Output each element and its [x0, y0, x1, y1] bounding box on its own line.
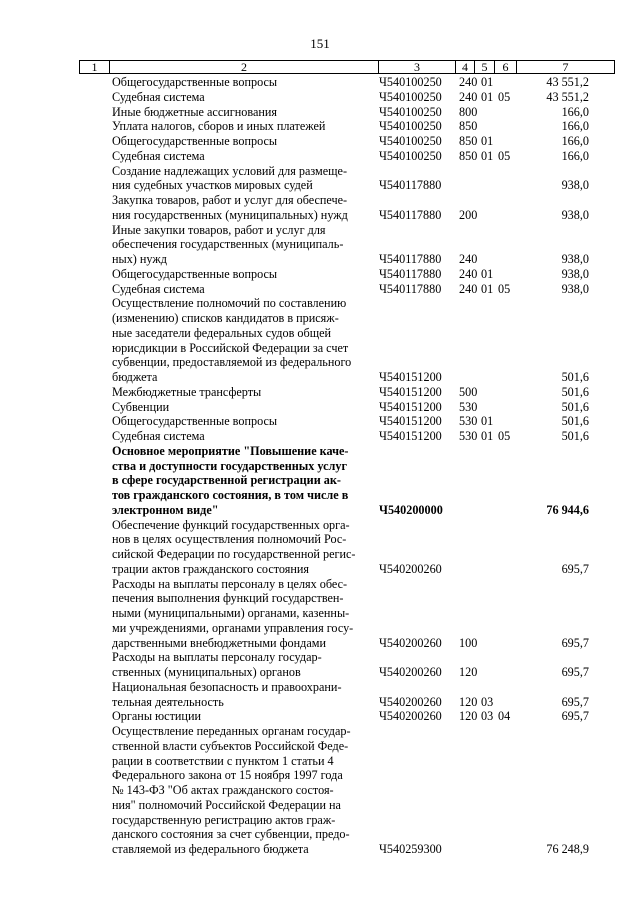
row-expense-type — [459, 370, 481, 385]
row-expense-type — [459, 503, 481, 518]
row-sum: 938,0 — [561, 207, 589, 222]
table-row — [0, 709, 640, 724]
row-name-line: Создание надлежащих условий для размеще- — [112, 163, 348, 178]
row-subsection — [498, 105, 518, 120]
row-subsection — [498, 695, 518, 710]
header-col-5: 5 — [475, 61, 495, 73]
row-expense-type: 240 — [459, 75, 478, 89]
row-code: Ч540151200 — [379, 414, 442, 429]
row-code: Ч540100250 — [379, 119, 442, 134]
row-code: Ч540100250 — [379, 148, 442, 163]
table-row — [0, 119, 640, 134]
row-name-line: Судебная система — [112, 148, 205, 163]
row-name — [112, 119, 366, 134]
header-col-3: 3 — [379, 61, 456, 73]
row-expense-type: 200 — [459, 207, 478, 222]
row-sum: 166,0 — [561, 148, 589, 163]
row-subsection — [498, 842, 518, 857]
row-name-line: № 143-ФЗ "Об актах гражданского состоя- — [112, 783, 334, 797]
row-name — [112, 75, 366, 90]
row-name — [112, 90, 366, 105]
row-name-line: Уплата налогов, сборов и иных платежей — [112, 119, 326, 134]
table-row — [0, 193, 640, 223]
row-expense-type: 120 — [459, 709, 478, 724]
row-expense-type: 850 — [459, 119, 478, 134]
row-name — [112, 650, 366, 680]
row-name-line: электронном виде" — [112, 502, 219, 517]
row-code: Ч540151200 — [379, 370, 442, 384]
row-name-line: Общегосударственные вопросы — [112, 414, 278, 429]
header-col-7: 7 — [562, 60, 569, 74]
row-name-line: тельная деятельность — [112, 694, 224, 709]
row-subsection — [498, 178, 518, 193]
row-name-line: Межбюджетные трансферты — [112, 384, 262, 399]
row-name-line: государственную регистрацию актов граж- — [112, 812, 336, 827]
row-name-line: Расходы на выплаты персоналу государ- — [112, 650, 322, 665]
row-sum: 166,0 — [561, 134, 589, 148]
row-name-line: ставляемой из федерального бюджета — [112, 842, 309, 856]
row-name — [112, 149, 366, 164]
table-row — [0, 223, 640, 267]
table-row — [0, 75, 640, 90]
row-section: 01 — [481, 266, 494, 281]
row-name-line: ственной власти субъектов Российской Феде- — [112, 738, 349, 753]
row-expense-type: 850 — [459, 148, 478, 163]
row-code: Ч540200260 — [379, 709, 442, 724]
row-name — [112, 282, 366, 297]
row-name-line: сийской Федерации по государственной регис- — [112, 547, 356, 561]
row-name-line: тов гражданского состояния, в том числе в — [112, 488, 349, 502]
row-name — [112, 444, 366, 518]
row-code: Ч540200000 — [379, 502, 443, 517]
table-row — [0, 385, 640, 400]
row-section: 03 — [481, 709, 494, 724]
row-name-line: Осуществление переданных органам государ- — [112, 724, 351, 738]
row-name — [112, 385, 366, 400]
row-subsection — [498, 636, 518, 651]
table-row — [0, 105, 640, 120]
row-sum: 938,0 — [561, 266, 589, 281]
row-name — [112, 296, 366, 385]
row-section — [481, 105, 498, 120]
table-row — [0, 444, 640, 518]
row-name-line: (изменению) списков кандидатов в присяж- — [112, 311, 339, 325]
row-sum: 43 551,2 — [546, 89, 589, 104]
row-code: Ч540151200 — [379, 384, 442, 399]
row-name-line: дарственными внебюджетными фондами — [112, 635, 326, 650]
row-name-line: Национальная безопасность и правоохрани- — [112, 679, 342, 694]
row-name-line: юрисдикции в Российской Федерации за счет — [112, 340, 349, 355]
row-name-line: субвенции, предоставляемой из федерального — [112, 355, 352, 370]
row-name-line: рации в соответствии с пунктом 1 статьи 4 — [112, 753, 334, 768]
row-code: Ч540200260 — [379, 561, 442, 576]
row-section — [481, 562, 498, 577]
table-row — [0, 164, 640, 194]
table-row — [0, 518, 640, 577]
row-sum: 695,7 — [561, 561, 589, 576]
table-row — [0, 724, 640, 857]
row-expense-type: 120 — [459, 694, 478, 709]
row-sum: 695,7 — [561, 694, 589, 709]
row-name — [112, 429, 366, 444]
row-subsection — [498, 562, 518, 577]
row-subsection: 05 — [498, 429, 511, 443]
row-name-line: Судебная система — [112, 281, 205, 296]
row-name-line: ния судебных участков мировых судей — [112, 178, 313, 193]
table-row — [0, 134, 640, 149]
row-name-line: в сфере государственной регистрации ак- — [112, 473, 341, 488]
row-name-line: Иные бюджетные ассигнования — [112, 104, 278, 119]
row-name-line: ми учреждениями, органами управления госу- — [112, 620, 354, 635]
row-subsection — [498, 400, 518, 415]
row-name-line: данского состояния за счет субвенции, предо- — [112, 827, 350, 842]
row-name — [112, 724, 366, 857]
row-name — [112, 400, 366, 415]
row-subsection — [498, 134, 518, 149]
row-name — [112, 105, 366, 120]
row-expense-type: 530 — [459, 429, 478, 443]
row-name-line: ния" полномочий Российской Федерации на — [112, 797, 341, 812]
row-name-line: Основное мероприятие "Повышение каче- — [112, 443, 349, 458]
row-section — [481, 178, 498, 193]
row-subsection — [498, 119, 518, 134]
row-expense-type: 530 — [459, 399, 478, 414]
row-expense-type: 240 — [459, 266, 478, 281]
row-expense-type: 530 — [459, 414, 478, 429]
row-sum: 501,6 — [561, 414, 589, 429]
row-sum: 501,6 — [561, 370, 589, 384]
row-name-line: Общегосударственные вопросы — [112, 266, 278, 281]
row-expense-type — [459, 178, 481, 193]
table-row — [0, 282, 640, 297]
table-row — [0, 90, 640, 105]
table-row — [0, 414, 640, 429]
row-name-line: Общегосударственные вопросы — [112, 134, 278, 148]
row-name-line: ства и доступности государственных услуг — [112, 458, 347, 473]
budget-table-body — [0, 75, 640, 857]
table-row — [0, 577, 640, 651]
row-name — [112, 577, 366, 651]
row-expense-type — [459, 562, 481, 577]
row-subsection — [498, 252, 518, 267]
row-subsection — [498, 385, 518, 400]
table-row — [0, 149, 640, 164]
row-code: Ч540200260 — [379, 665, 442, 679]
row-section: 01 — [481, 414, 494, 429]
row-code: Ч540117880 — [379, 207, 442, 222]
row-code: Ч540117880 — [379, 178, 442, 193]
row-section: 01 — [481, 75, 494, 89]
row-section: 01 — [481, 281, 494, 296]
row-subsection — [498, 503, 518, 518]
header-col-2: 2 — [110, 61, 379, 73]
row-expense-type — [459, 842, 481, 857]
row-code: Ч540200260 — [379, 635, 442, 650]
row-code: Ч540200260 — [379, 694, 442, 709]
row-expense-type: 500 — [459, 384, 478, 399]
row-sum: 695,7 — [561, 665, 589, 679]
row-name — [112, 267, 366, 282]
row-sum: 501,6 — [561, 384, 589, 399]
row-section: 01 — [481, 429, 494, 443]
table-header — [79, 60, 615, 74]
row-section: 01 — [481, 89, 494, 104]
row-section: 03 — [481, 694, 494, 709]
row-name-line: Судебная система — [112, 89, 205, 104]
row-subsection: 05 — [498, 148, 511, 163]
row-name-line: печения выполнения функций государствен- — [112, 591, 344, 606]
row-section — [481, 385, 498, 400]
row-name — [112, 414, 366, 429]
row-subsection: 04 — [498, 709, 511, 724]
row-subsection — [498, 370, 518, 385]
row-code: Ч540100250 — [379, 134, 442, 148]
row-subsection — [498, 208, 518, 223]
row-name-line: ственных (муниципальных) органов — [112, 665, 301, 679]
header-col-6: 6 — [495, 61, 517, 73]
table-row — [0, 429, 640, 444]
row-name-line: Осуществление полномочий по составлению — [112, 296, 347, 311]
row-code: Ч540117880 — [379, 252, 442, 266]
row-subsection — [498, 75, 518, 90]
row-sum: 938,0 — [561, 252, 589, 266]
row-code: Ч540117880 — [379, 281, 442, 296]
row-section — [481, 636, 498, 651]
row-section: 01 — [481, 134, 494, 148]
row-sum: 43 551,2 — [546, 75, 589, 89]
row-sum: 166,0 — [561, 119, 589, 134]
row-section — [481, 503, 498, 518]
row-expense-type: 240 — [459, 89, 478, 104]
row-name-line: Субвенции — [112, 399, 170, 414]
row-subsection: 05 — [498, 89, 511, 104]
row-sum: 695,7 — [561, 709, 589, 724]
row-name-line: Обеспечение функций государственных орга- — [112, 517, 350, 532]
row-sum: 76 944,6 — [546, 502, 589, 517]
row-name-line: ния государственных (муниципальных) нужд — [112, 207, 348, 222]
row-expense-type: 850 — [459, 134, 478, 148]
row-sum: 938,0 — [561, 281, 589, 296]
row-name-line: нов в целях осуществления полномочий Рос- — [112, 532, 347, 547]
row-section — [481, 252, 498, 267]
header-col-1: 1 — [80, 61, 110, 73]
table-row — [0, 400, 640, 415]
row-name-line: Органы юстиции — [112, 709, 201, 724]
table-row — [0, 267, 640, 282]
row-section: 01 — [481, 148, 494, 163]
row-name — [112, 680, 366, 710]
row-code: Ч540117880 — [379, 266, 442, 281]
row-sum: 76 248,9 — [546, 842, 589, 856]
row-code: Ч540100250 — [379, 75, 442, 89]
row-name-line: Федерального закона от 15 ноября 1997 года — [112, 768, 343, 783]
row-expense-type: 800 — [459, 104, 478, 119]
row-code: Ч540151200 — [379, 399, 442, 414]
table-row — [0, 680, 640, 710]
row-name — [112, 193, 366, 223]
row-subsection — [498, 414, 518, 429]
row-sum: 166,0 — [561, 104, 589, 119]
row-section — [481, 842, 498, 857]
row-section — [481, 665, 498, 680]
row-code: Ч540259300 — [379, 842, 442, 856]
row-sum: 501,6 — [561, 429, 589, 443]
table-row — [0, 650, 640, 680]
row-name-line: Расходы на выплаты персоналу в целях обес- — [112, 576, 348, 591]
row-name-line: ные заседатели федеральных судов общей — [112, 325, 332, 340]
row-name-line: Закупка товаров, работ и услуг для обеспече- — [112, 193, 348, 207]
row-subsection — [498, 665, 518, 680]
row-sum: 938,0 — [561, 178, 589, 193]
row-sum: 695,7 — [561, 635, 589, 650]
row-section — [481, 208, 498, 223]
row-section — [481, 370, 498, 385]
row-name-line: трации актов гражданского состояния — [112, 561, 310, 576]
row-name — [112, 518, 366, 577]
table-row — [0, 296, 640, 385]
row-name — [112, 134, 366, 149]
row-name — [112, 709, 366, 724]
row-section — [481, 400, 498, 415]
row-name-line: обеспечения государственных (муниципаль- — [112, 237, 344, 252]
row-name-line: ных) нужд — [112, 252, 167, 266]
row-sum: 501,6 — [561, 399, 589, 414]
header-col-4: 4 — [456, 61, 475, 73]
row-name-line: Общегосударственные вопросы — [112, 75, 278, 89]
row-name-line: Судебная система — [112, 429, 205, 443]
row-name — [112, 223, 366, 267]
row-code: Ч540100250 — [379, 104, 442, 119]
row-section — [481, 119, 498, 134]
row-subsection: 05 — [498, 281, 511, 296]
row-code: Ч540151200 — [379, 429, 442, 443]
row-name-line: Иные закупки товаров, работ и услуг для — [112, 222, 326, 237]
row-expense-type: 120 — [459, 665, 478, 679]
row-expense-type: 240 — [459, 252, 478, 266]
row-name-line: бюджета — [112, 370, 158, 384]
row-expense-type: 240 — [459, 281, 478, 296]
row-name — [112, 164, 366, 194]
row-name-line: ными (муниципальными) органами, казенны- — [112, 606, 350, 620]
page-number: 151 — [310, 36, 330, 51]
row-subsection — [498, 267, 518, 282]
row-code: Ч540100250 — [379, 89, 442, 104]
row-expense-type: 100 — [459, 635, 478, 650]
